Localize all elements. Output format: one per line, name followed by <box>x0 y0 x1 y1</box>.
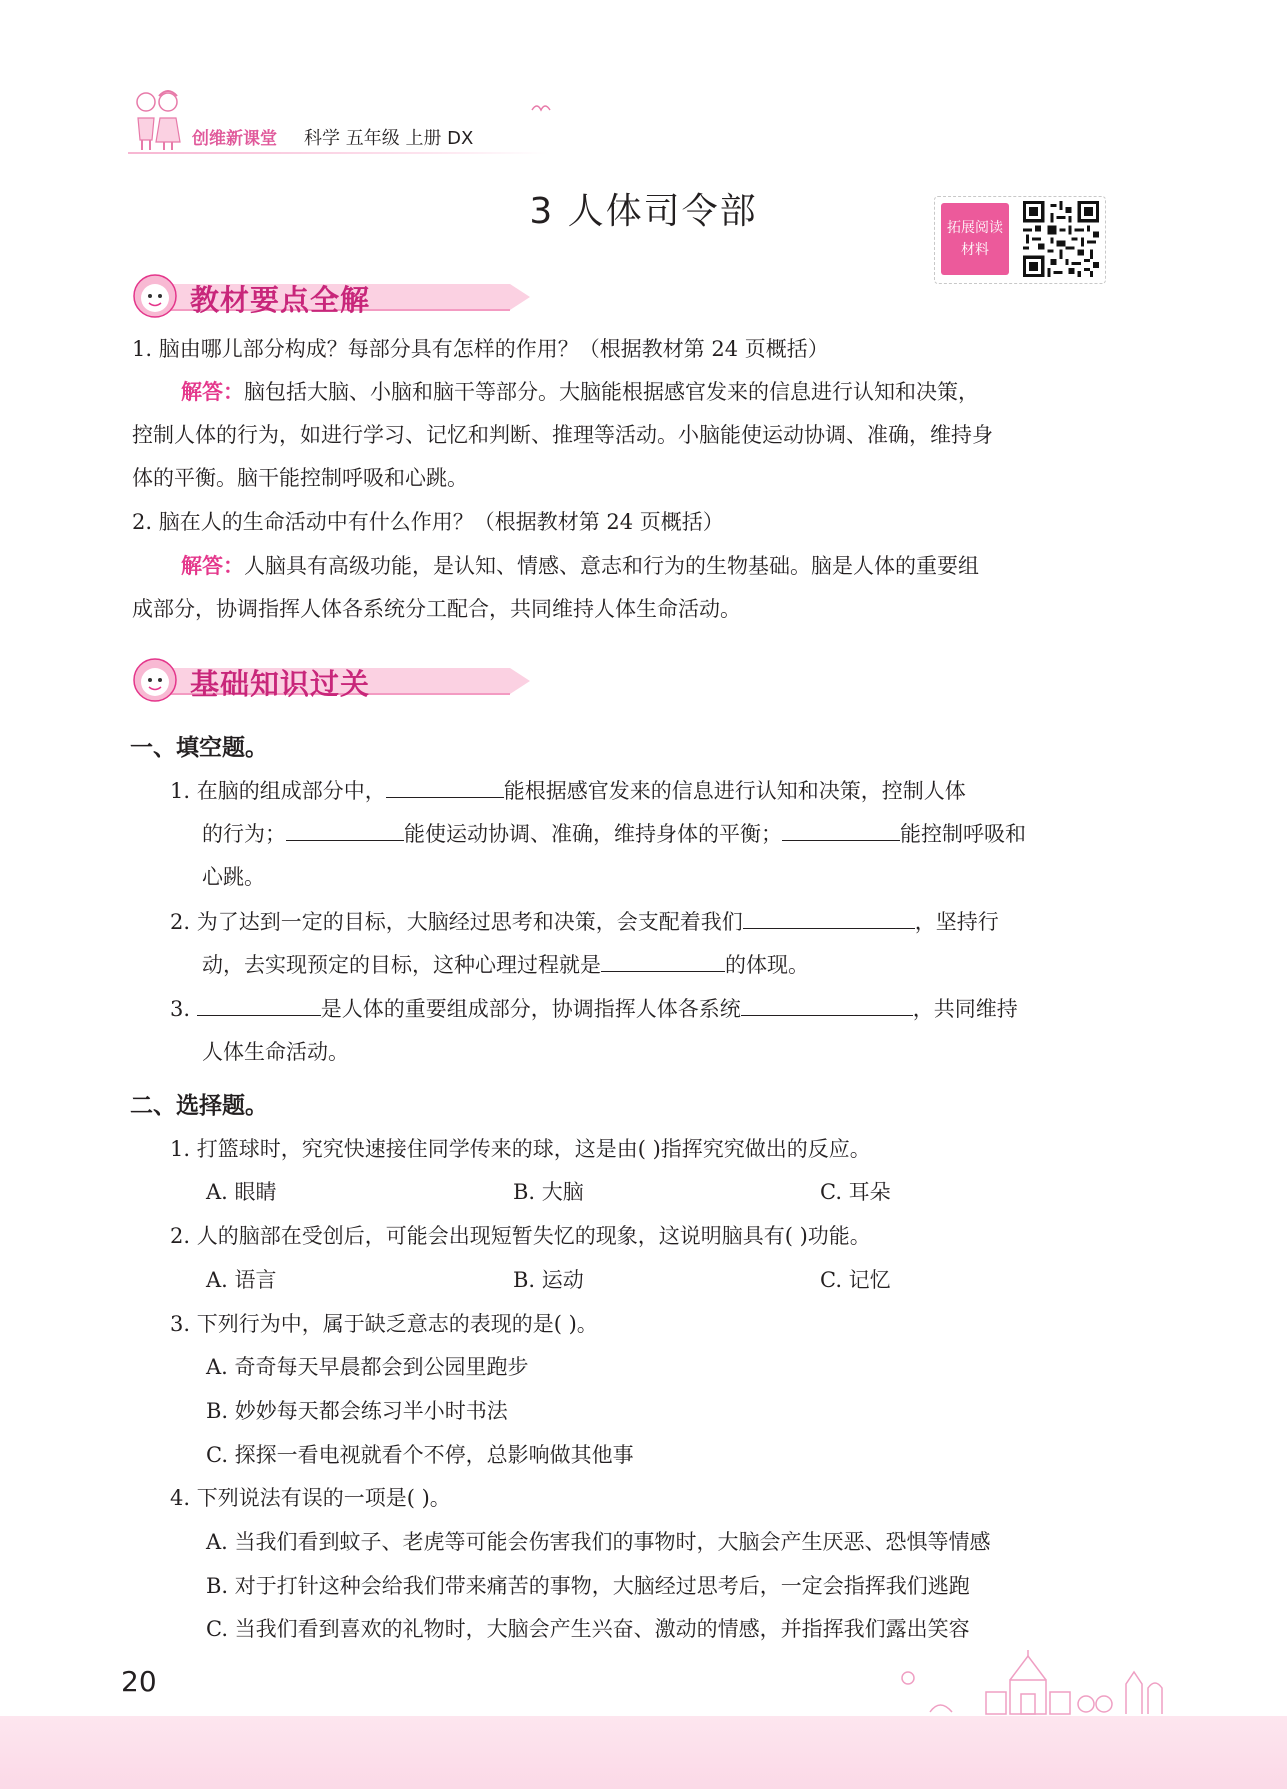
answer-blank[interactable] <box>386 775 504 798</box>
question-text: ，共同维持 <box>912 997 1018 1021</box>
question-line: 1. 脑由哪儿部分构成？每部分具有怎样的作用？（根据教材第 24 页概括） <box>132 337 829 361</box>
fill-question-3-cont: 人体生命活动。 <box>202 1040 349 1064</box>
choice-option[interactable]: A. 语言 <box>206 1268 277 1292</box>
fill-question-1-cont <box>202 818 1026 849</box>
question-type-heading: 一、填空题。 <box>130 735 268 761</box>
page-header <box>128 88 528 158</box>
choice-option[interactable]: B. 对于打针这种会给我们带来痛苦的事物，大脑经过思考后，一定会指挥我们逃跑 <box>206 1574 970 1598</box>
qr-code-icon[interactable] <box>1023 201 1099 277</box>
answer-line: 控制人体的行为，如进行学习、记忆和判断、推理等活动。小脑能使运动协调、准确，维持身 <box>132 423 993 447</box>
answer-label: 解答： <box>181 554 244 578</box>
answer-text: 人脑具有高级功能，是认知、情感、意志和行为的生物基础。脑是人体的重要组 <box>244 554 979 578</box>
answer-label: 解答： <box>181 380 244 404</box>
fill-question-1 <box>170 775 966 806</box>
answer-line: 成部分，协调指挥人体各系统分工配合，共同维持人体生命活动。 <box>132 597 741 621</box>
kids-logo-icon <box>128 88 188 152</box>
question-text: 的行为； <box>202 822 286 846</box>
answer-blank[interactable] <box>741 993 913 1016</box>
qr-label <box>941 203 1009 275</box>
subject-info: 科学 五年级 上册 DX <box>304 128 474 149</box>
choice-question-1: 1. 打篮球时，究究快速接住同学传来的球，这是由( )指挥究究做出的反应。 <box>170 1137 871 1161</box>
castle-decoration-icon <box>890 1650 1170 1720</box>
question-type-heading: 二、选择题。 <box>130 1093 268 1119</box>
page-title: 3 人体司令部 <box>529 191 758 232</box>
section-heading-text: 教材要点全解 <box>190 283 371 317</box>
answer-blank[interactable] <box>197 993 321 1016</box>
choice-option[interactable]: C. 记忆 <box>820 1268 891 1292</box>
question-text: ，坚持行 <box>914 910 999 934</box>
choice-option[interactable]: C. 探探一看电视就看个不停，总影响做其他事 <box>206 1443 634 1467</box>
answer-blank[interactable] <box>782 818 900 841</box>
question-text: 动，去实现预定的目标，这种心理过程就是 <box>202 953 601 977</box>
answer-blank[interactable] <box>286 818 404 841</box>
bird-icon <box>530 102 552 116</box>
footer-band <box>0 1716 1287 1789</box>
question-line: 2. 脑在人的生命活动中有什么作用？（根据教材第 24 页概括） <box>132 510 724 534</box>
choice-option[interactable]: A. 眼睛 <box>206 1180 277 1204</box>
choice-option[interactable]: C. 当我们看到喜欢的礼物时，大脑会产生兴奋、激动的情感，并指挥我们露出笑容 <box>206 1617 970 1641</box>
question-text: 能控制呼吸和 <box>900 822 1026 846</box>
qr-label-line2: 材料 <box>961 242 989 258</box>
answer-line <box>181 551 979 581</box>
fill-question-2 <box>170 906 999 937</box>
question-text: 的体现。 <box>725 953 809 977</box>
section-heading-text: 基础知识过关 <box>190 667 371 701</box>
question-text: 1. 在脑的组成部分中， <box>170 779 386 803</box>
question-text: 能根据感官发来的信息进行认知和决策，控制人体 <box>503 779 966 803</box>
answer-blank[interactable] <box>743 906 915 929</box>
question-text: 是人体的重要组成部分，协调指挥人体各系统 <box>320 997 741 1021</box>
choice-option[interactable]: A. 奇奇每天早晨都会到公园里跑步 <box>206 1355 529 1379</box>
answer-blank[interactable] <box>601 949 725 972</box>
fill-question-1-cont: 心跳。 <box>202 865 265 889</box>
qr-label-line1: 拓展阅读 <box>947 220 1003 236</box>
fill-question-2-cont <box>202 949 809 980</box>
section-heading-basics <box>130 656 550 706</box>
brand-name: 创维新课堂 <box>192 129 277 149</box>
mascot-icon <box>130 656 180 704</box>
choice-question-4: 4. 下列说法有误的一项是( )。 <box>170 1486 451 1510</box>
fill-question-3 <box>170 993 1018 1024</box>
choice-option[interactable]: B. 妙妙每天都会练习半小时书法 <box>206 1399 508 1423</box>
choice-option[interactable]: C. 耳朵 <box>820 1180 891 1204</box>
question-text: 能使运动协调、准确，维持身体的平衡； <box>404 822 782 846</box>
choice-question-2: 2. 人的脑部在受创后，可能会出现短暂失忆的现象，这说明脑具有( )功能。 <box>170 1224 871 1248</box>
answer-line <box>181 377 979 407</box>
question-text: 3. <box>170 997 197 1021</box>
header-divider <box>128 152 548 154</box>
question-text: 2. 为了达到一定的目标，大脑经过思考和决策，会支配着我们 <box>170 910 743 934</box>
choice-option[interactable]: B. 运动 <box>513 1268 584 1292</box>
choice-option[interactable]: B. 大脑 <box>513 1180 584 1204</box>
page-number: 20 <box>121 1665 157 1698</box>
qr-reading-box[interactable] <box>934 196 1106 284</box>
answer-text: 脑包括大脑、小脑和脑干等部分。大脑能根据感官发来的信息进行认知和决策， <box>244 380 979 404</box>
choice-option[interactable]: A. 当我们看到蚊子、老虎等可能会伤害我们的事物时，大脑会产生厌恶、恐惧等情感 <box>206 1530 991 1554</box>
choice-question-3: 3. 下列行为中，属于缺乏意志的表现的是( )。 <box>170 1312 598 1336</box>
answer-line: 体的平衡。脑干能控制呼吸和心跳。 <box>132 466 468 490</box>
section-heading-key-points <box>130 272 550 322</box>
mascot-icon <box>130 272 180 320</box>
